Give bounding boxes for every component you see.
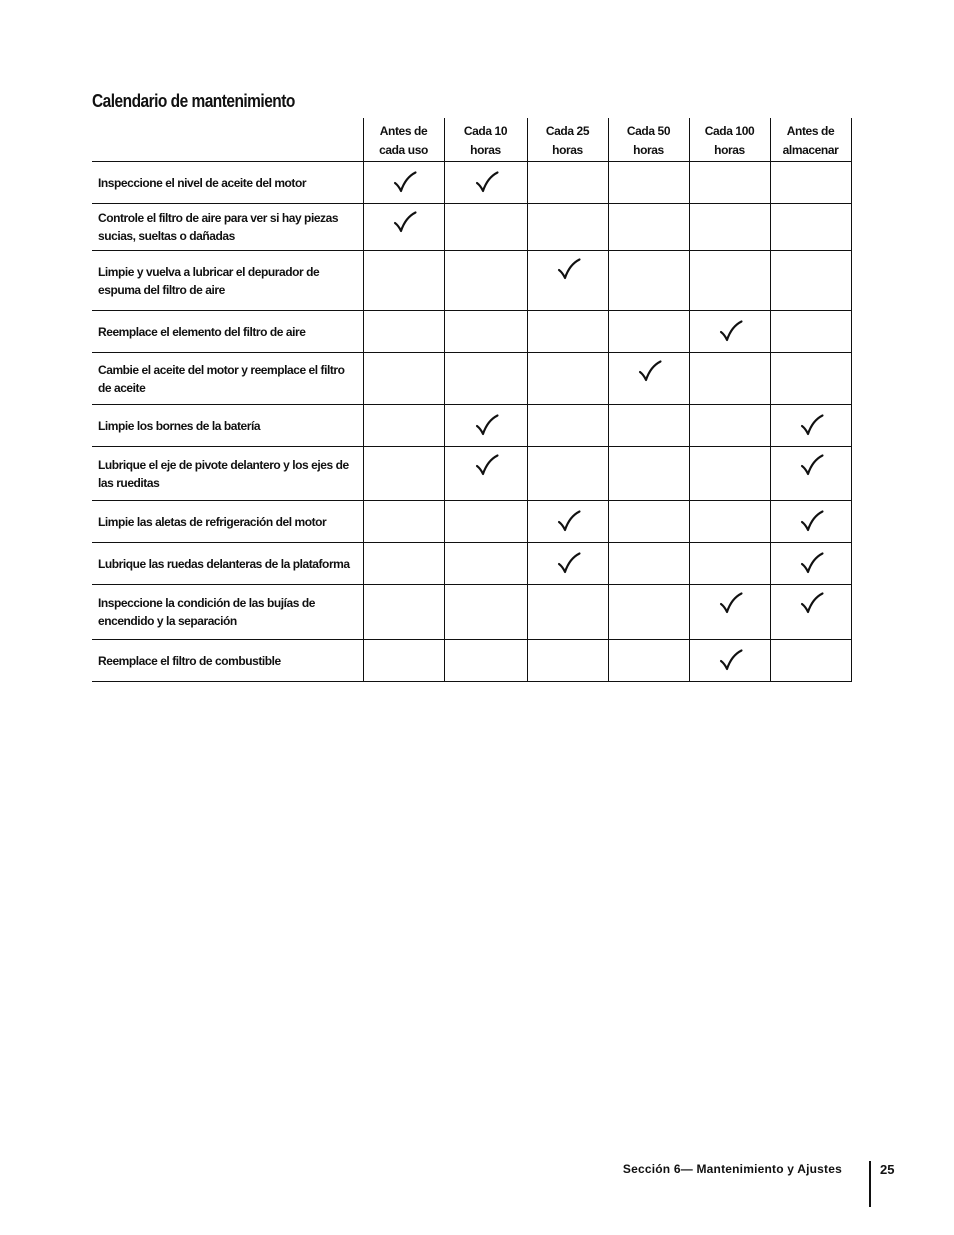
schedule-cell xyxy=(770,204,851,251)
table-row xyxy=(92,251,851,311)
schedule-cell xyxy=(608,543,689,585)
schedule-cell xyxy=(770,447,851,501)
column-header-line: horas xyxy=(552,143,583,157)
schedule-cell xyxy=(527,405,608,447)
column-header-line: Cada 10 xyxy=(463,124,508,138)
schedule-cell xyxy=(770,311,851,353)
maintenance-schedule-table xyxy=(92,118,852,682)
schedule-cell xyxy=(689,162,770,204)
table-row xyxy=(92,501,851,543)
column-header-line: horas xyxy=(714,143,745,157)
schedule-cell xyxy=(770,640,851,682)
schedule-cell xyxy=(444,162,527,204)
table-row xyxy=(92,543,851,585)
column-header-line: almacenar xyxy=(782,143,839,157)
task-label: Inspeccione la condición de las bujías de encendido y la separación xyxy=(98,596,315,628)
task-label: Limpie las aletas de refrigeración del motor xyxy=(98,514,327,529)
schedule-cell xyxy=(770,405,851,447)
schedule-cell xyxy=(363,251,444,311)
schedule-cell xyxy=(444,251,527,311)
schedule-cell xyxy=(444,204,527,251)
table-row xyxy=(92,162,851,204)
checkmark-icon xyxy=(800,552,824,574)
schedule-cell xyxy=(363,353,444,405)
schedule-cell xyxy=(608,585,689,640)
column-header xyxy=(527,118,608,162)
task-label: Limpie los bornes de la batería xyxy=(98,418,261,433)
page-title: Calendario de mantenimiento xyxy=(92,91,295,111)
checkmark-icon xyxy=(800,414,824,436)
schedule-cell xyxy=(608,251,689,311)
checkmark-icon xyxy=(475,171,499,193)
checkmark-icon xyxy=(638,360,662,382)
column-header-line: cada uso xyxy=(379,143,428,157)
schedule-cell xyxy=(527,311,608,353)
schedule-cell xyxy=(608,162,689,204)
task-label: Reemplace el filtro de combustible xyxy=(98,653,281,668)
table-row xyxy=(92,447,851,501)
schedule-cell xyxy=(608,501,689,543)
checkmark-icon xyxy=(557,552,581,574)
schedule-cell xyxy=(444,405,527,447)
task-label: Controle el filtro de aire para ver si hay piezas sucias, sueltas o dañadas xyxy=(98,211,339,243)
footer-section-title: Sección 6— Mantenimiento y Ajustes xyxy=(622,1162,842,1176)
table-row xyxy=(92,640,851,682)
table-row xyxy=(92,405,851,447)
schedule-cell xyxy=(608,311,689,353)
schedule-cell xyxy=(363,447,444,501)
schedule-cell xyxy=(527,353,608,405)
schedule-cell xyxy=(527,501,608,543)
schedule-cell xyxy=(363,501,444,543)
schedule-cell xyxy=(444,543,527,585)
schedule-cell xyxy=(608,447,689,501)
schedule-cell xyxy=(689,585,770,640)
column-header xyxy=(363,118,444,162)
schedule-cell xyxy=(444,640,527,682)
table-row xyxy=(92,353,851,405)
schedule-cell xyxy=(363,311,444,353)
column-header-line: Cada 100 xyxy=(704,124,755,138)
schedule-cell xyxy=(363,543,444,585)
checkmark-icon xyxy=(557,510,581,532)
column-header xyxy=(608,118,689,162)
checkmark-icon xyxy=(800,454,824,476)
checkmark-icon xyxy=(800,592,824,614)
column-header-line: horas xyxy=(470,143,501,157)
schedule-cell xyxy=(608,204,689,251)
checkmark-icon xyxy=(393,211,417,233)
checkmark-icon xyxy=(393,171,417,193)
schedule-cell xyxy=(527,543,608,585)
schedule-cell xyxy=(608,353,689,405)
schedule-cell xyxy=(363,585,444,640)
schedule-cell xyxy=(527,640,608,682)
schedule-cell xyxy=(689,501,770,543)
schedule-cell xyxy=(527,204,608,251)
schedule-cell xyxy=(444,585,527,640)
table-row xyxy=(92,311,851,353)
schedule-cell xyxy=(689,204,770,251)
page-number: 25 xyxy=(880,1162,895,1177)
schedule-cell xyxy=(444,353,527,405)
schedule-cell xyxy=(608,405,689,447)
schedule-cell xyxy=(689,543,770,585)
header-corner xyxy=(92,118,363,162)
column-header-line: Antes de xyxy=(786,124,835,138)
checkmark-icon xyxy=(719,320,743,342)
column-header xyxy=(444,118,527,162)
schedule-cell xyxy=(689,447,770,501)
task-label: Lubrique el eje de pivote delantero y los ejes de las rueditas xyxy=(98,457,349,490)
column-header xyxy=(770,118,851,162)
task-label: Lubrique las ruedas delanteras de la plataforma xyxy=(98,556,350,571)
schedule-cell xyxy=(689,311,770,353)
schedule-cell xyxy=(444,501,527,543)
table-row xyxy=(92,204,851,251)
task-label: Inspeccione el nivel de aceite del motor xyxy=(98,175,307,190)
checkmark-icon xyxy=(475,414,499,436)
column-header-line: horas xyxy=(633,143,664,157)
checkmark-icon xyxy=(557,258,581,280)
column-header-line: Cada 25 xyxy=(545,124,590,138)
schedule-cell xyxy=(770,585,851,640)
schedule-cell xyxy=(770,501,851,543)
schedule-cell xyxy=(608,640,689,682)
table-body xyxy=(92,162,851,682)
table-header xyxy=(92,118,851,162)
task-label: Limpie y vuelva a lubricar el depurador de espuma del filtro de aire xyxy=(98,264,320,297)
schedule-cell xyxy=(527,447,608,501)
schedule-cell xyxy=(770,543,851,585)
schedule-cell xyxy=(527,585,608,640)
task-label: Reemplace el elemento del filtro de aire xyxy=(98,324,306,339)
column-header-line: Cada 50 xyxy=(626,124,671,138)
checkmark-icon xyxy=(475,454,499,476)
schedule-cell xyxy=(363,162,444,204)
task-label: Cambie el aceite del motor y reemplace el filtro de aceite xyxy=(98,362,345,395)
schedule-cell xyxy=(444,447,527,501)
checkmark-icon xyxy=(719,592,743,614)
column-header xyxy=(689,118,770,162)
schedule-cell xyxy=(689,405,770,447)
footer-divider xyxy=(869,1161,871,1207)
schedule-cell xyxy=(770,162,851,204)
schedule-cell xyxy=(363,640,444,682)
schedule-cell xyxy=(363,405,444,447)
checkmark-icon xyxy=(800,510,824,532)
table-row xyxy=(92,585,851,640)
schedule-cell xyxy=(444,311,527,353)
schedule-cell xyxy=(689,353,770,405)
column-header-line: Antes de xyxy=(379,124,428,138)
schedule-cell xyxy=(527,162,608,204)
schedule-cell xyxy=(689,640,770,682)
schedule-cell xyxy=(527,251,608,311)
checkmark-icon xyxy=(719,649,743,671)
schedule-cell xyxy=(363,204,444,251)
schedule-cell xyxy=(770,251,851,311)
schedule-cell xyxy=(770,353,851,405)
schedule-cell xyxy=(689,251,770,311)
